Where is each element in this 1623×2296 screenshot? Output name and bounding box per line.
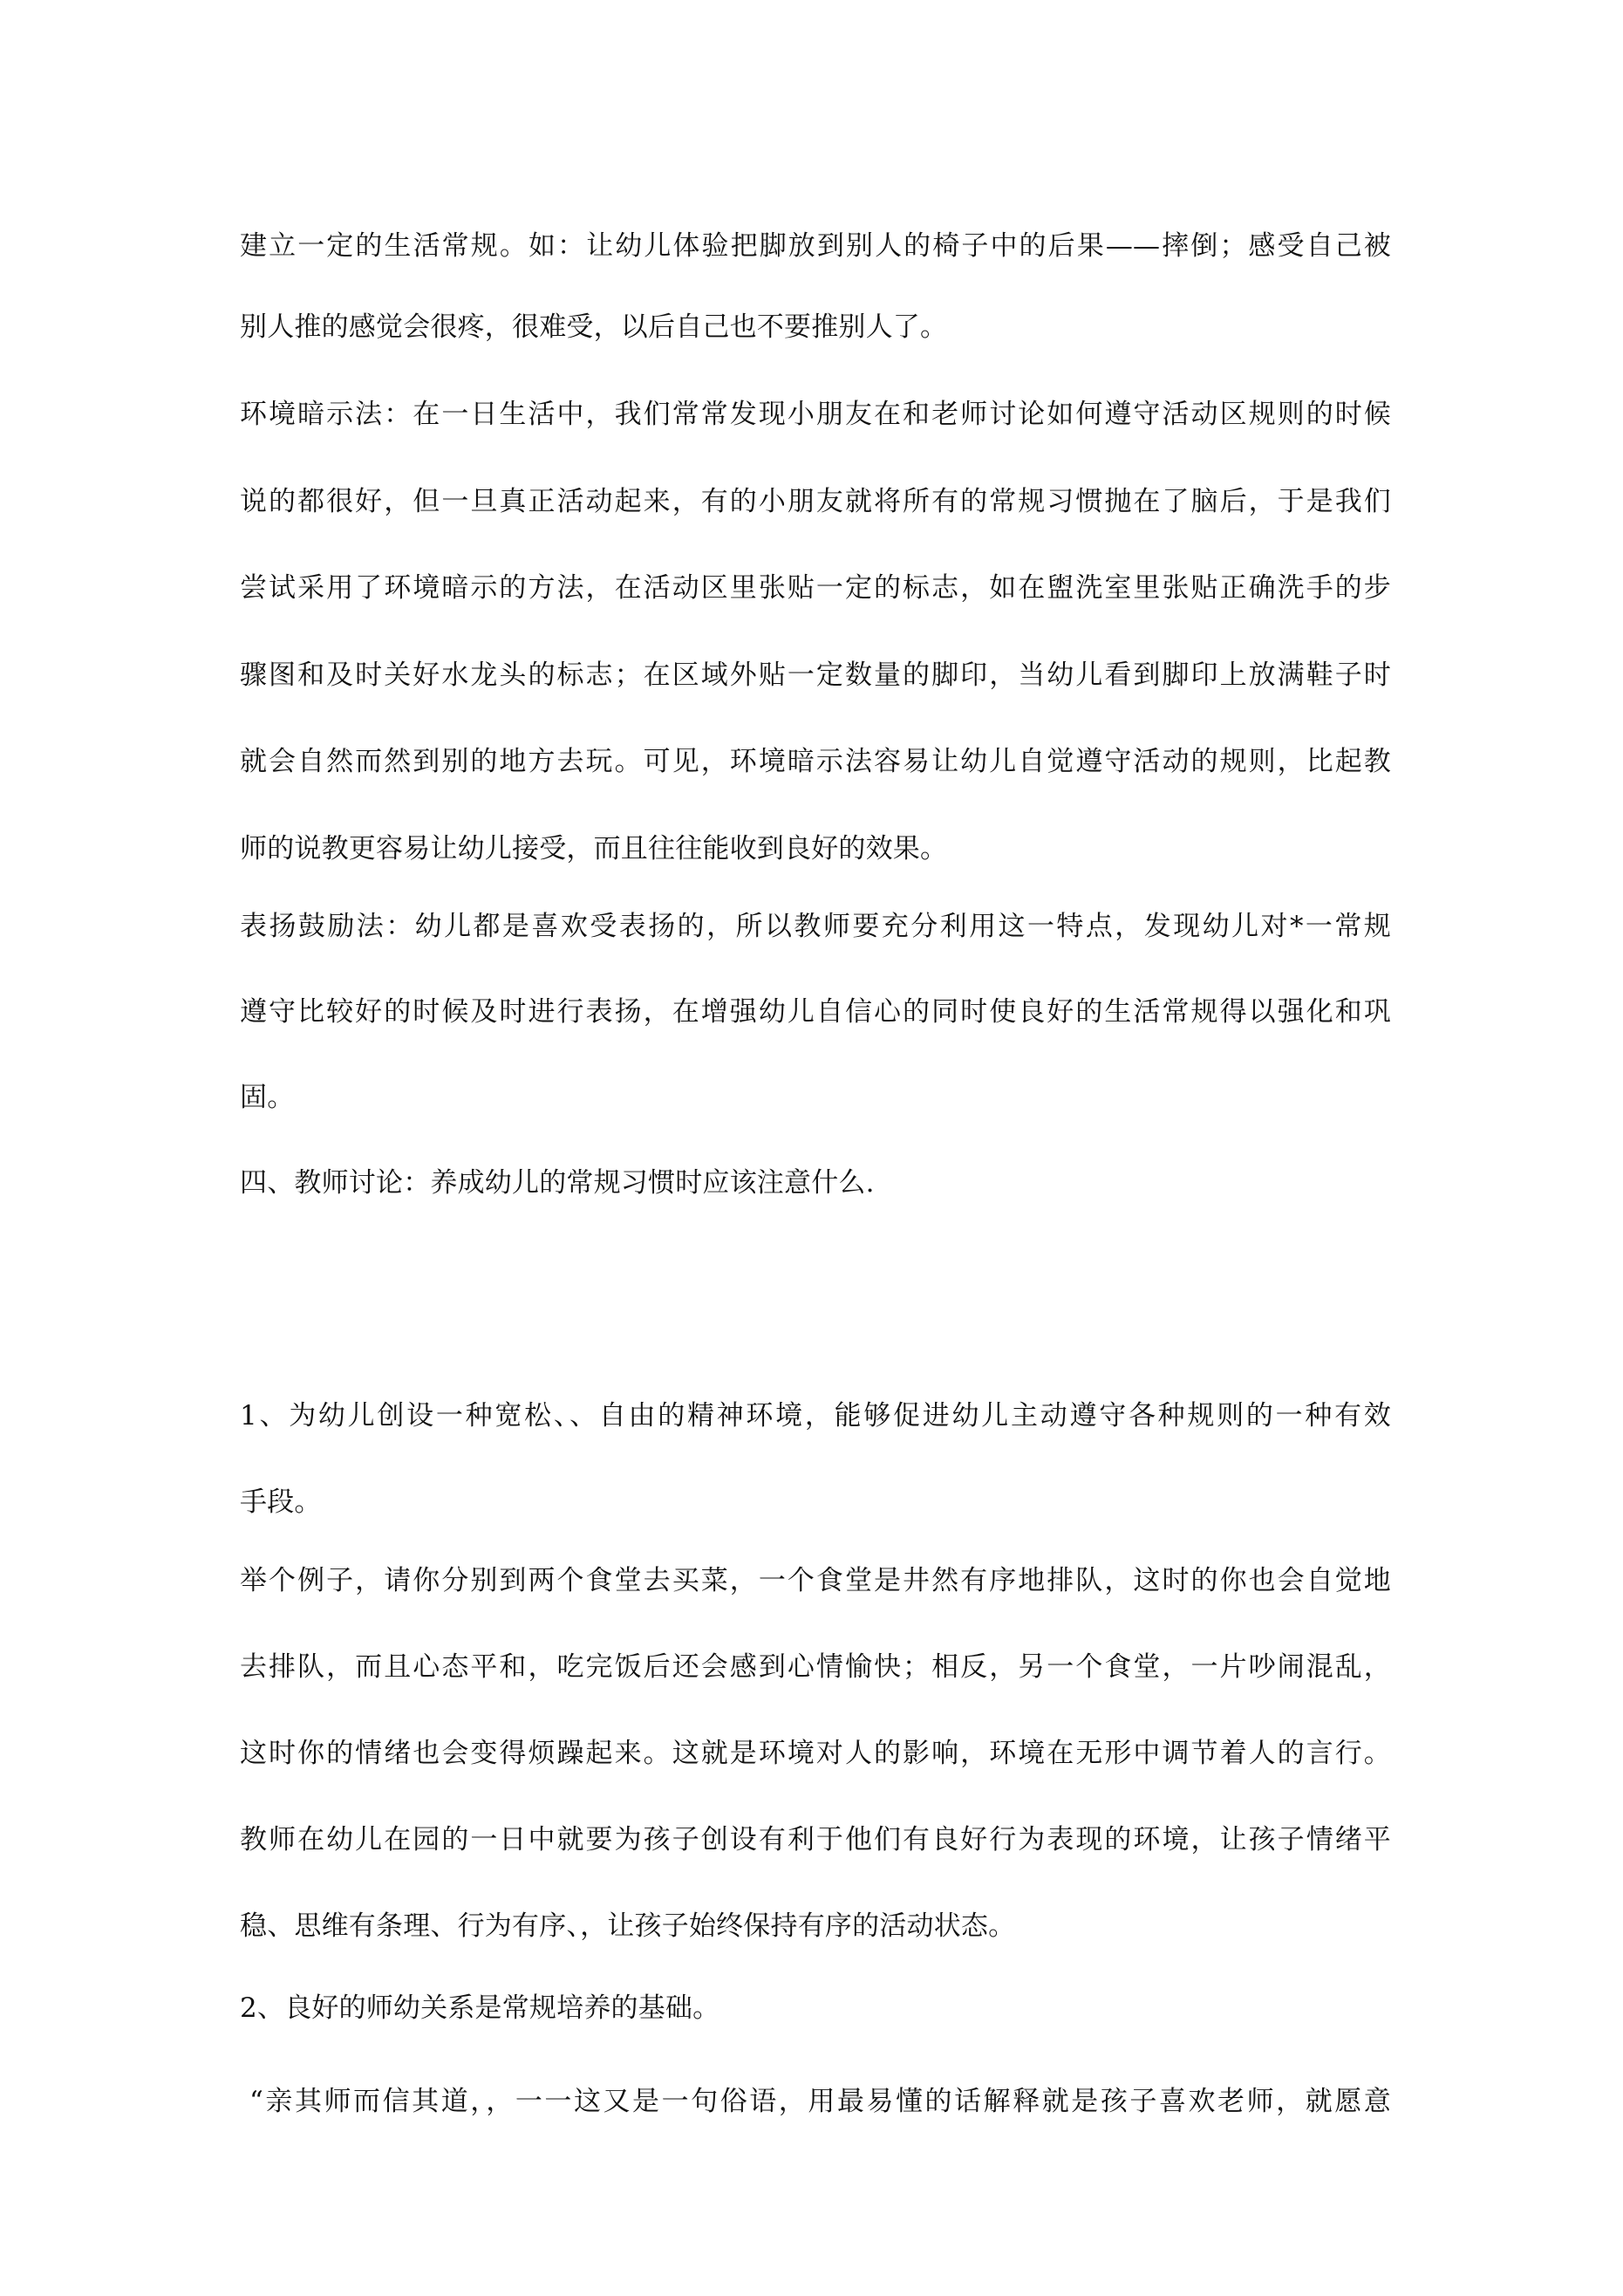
text-line: 固。 (240, 1082, 295, 1113)
text-line: 尝试采用了环境暗示的方法，在活动区里张贴一定的标志，如在盥洗室里张贴正确洗手的步 (240, 572, 1391, 604)
text-line: 教师在幼儿在园的一日中就要为孩子创设有利于他们有良好行为表现的环境，让孩子情绪平 (240, 1824, 1391, 1855)
section-heading: 四、教师讨论：养成幼儿的常规习惯时应该注意什么. (240, 1167, 875, 1199)
text-line: 表扬鼓励法：幼儿都是喜欢受表扬的，所以教师要充分利用这一特点，发现幼儿对*一常规 (240, 911, 1391, 942)
section-heading: 2、良好的师幼关系是常规培养的基础。 (240, 1992, 720, 2024)
text-line: 建立一定的生活常规。如：让幼儿体验把脚放到别人的椅子中的后果——摔倒；感受自己被 (240, 230, 1391, 262)
text-line: 别人推的感觉会很疼，很难受，以后自己也不要推别人了。 (240, 311, 948, 343)
text-line: 说的都很好，但一旦真正活动起来，有的小朋友就将所有的常规习惯抛在了脑后，于是我们 (240, 486, 1391, 517)
text-line: 稳、思维有条理、行为有序、，让孩子始终保持有序的活动状态。 (240, 1910, 1016, 1942)
text-line: 就会自然而然到别的地方去玩。可见，环境暗示法容易让幼儿自觉遵守活动的规则，比起教 (240, 746, 1391, 777)
text-line: 举个例子，请你分别到两个食堂去买菜，一个食堂是井然有序地排队，这时的你也会自觉地 (240, 1565, 1391, 1596)
text-line: 环境暗示法：在一日生活中，我们常常发现小朋友在和老师讨论如何遵守活动区规则的时候 (240, 399, 1391, 430)
text-line: 骤图和及时关好水龙头的标志；在区域外贴一定数量的脚印，当幼儿看到脚印上放满鞋子时 (240, 659, 1391, 691)
text-line: 这时你的情绪也会变得烦躁起来。这就是环境对人的影响，环境在无形中调节着人的言行。 (240, 1738, 1391, 1769)
text-line: 去排队，而且心态平和，吃完饭后还会感到心情愉快；相反，另一个食堂，一片吵闹混乱， (240, 1651, 1391, 1683)
text-line: 1、为幼儿创设一种宽松、、自由的精神环境，能够促进幼儿主动遵守各种规则的一种有效 (240, 1400, 1391, 1432)
text-line: “亲其师而信其道，，一一这又是一句俗语，用最易懂的话解释就是孩子喜欢老师，就愿意 (249, 2086, 1391, 2117)
text-line: 遵守比较好的时候及时进行表扬，在增强幼儿自信心的同时使良好的生活常规得以强化和巩 (240, 996, 1391, 1028)
text-line: 师的说教更容易让幼儿接受，而且往往能收到良好的效果。 (240, 833, 948, 864)
text-line: 手段。 (240, 1486, 322, 1518)
